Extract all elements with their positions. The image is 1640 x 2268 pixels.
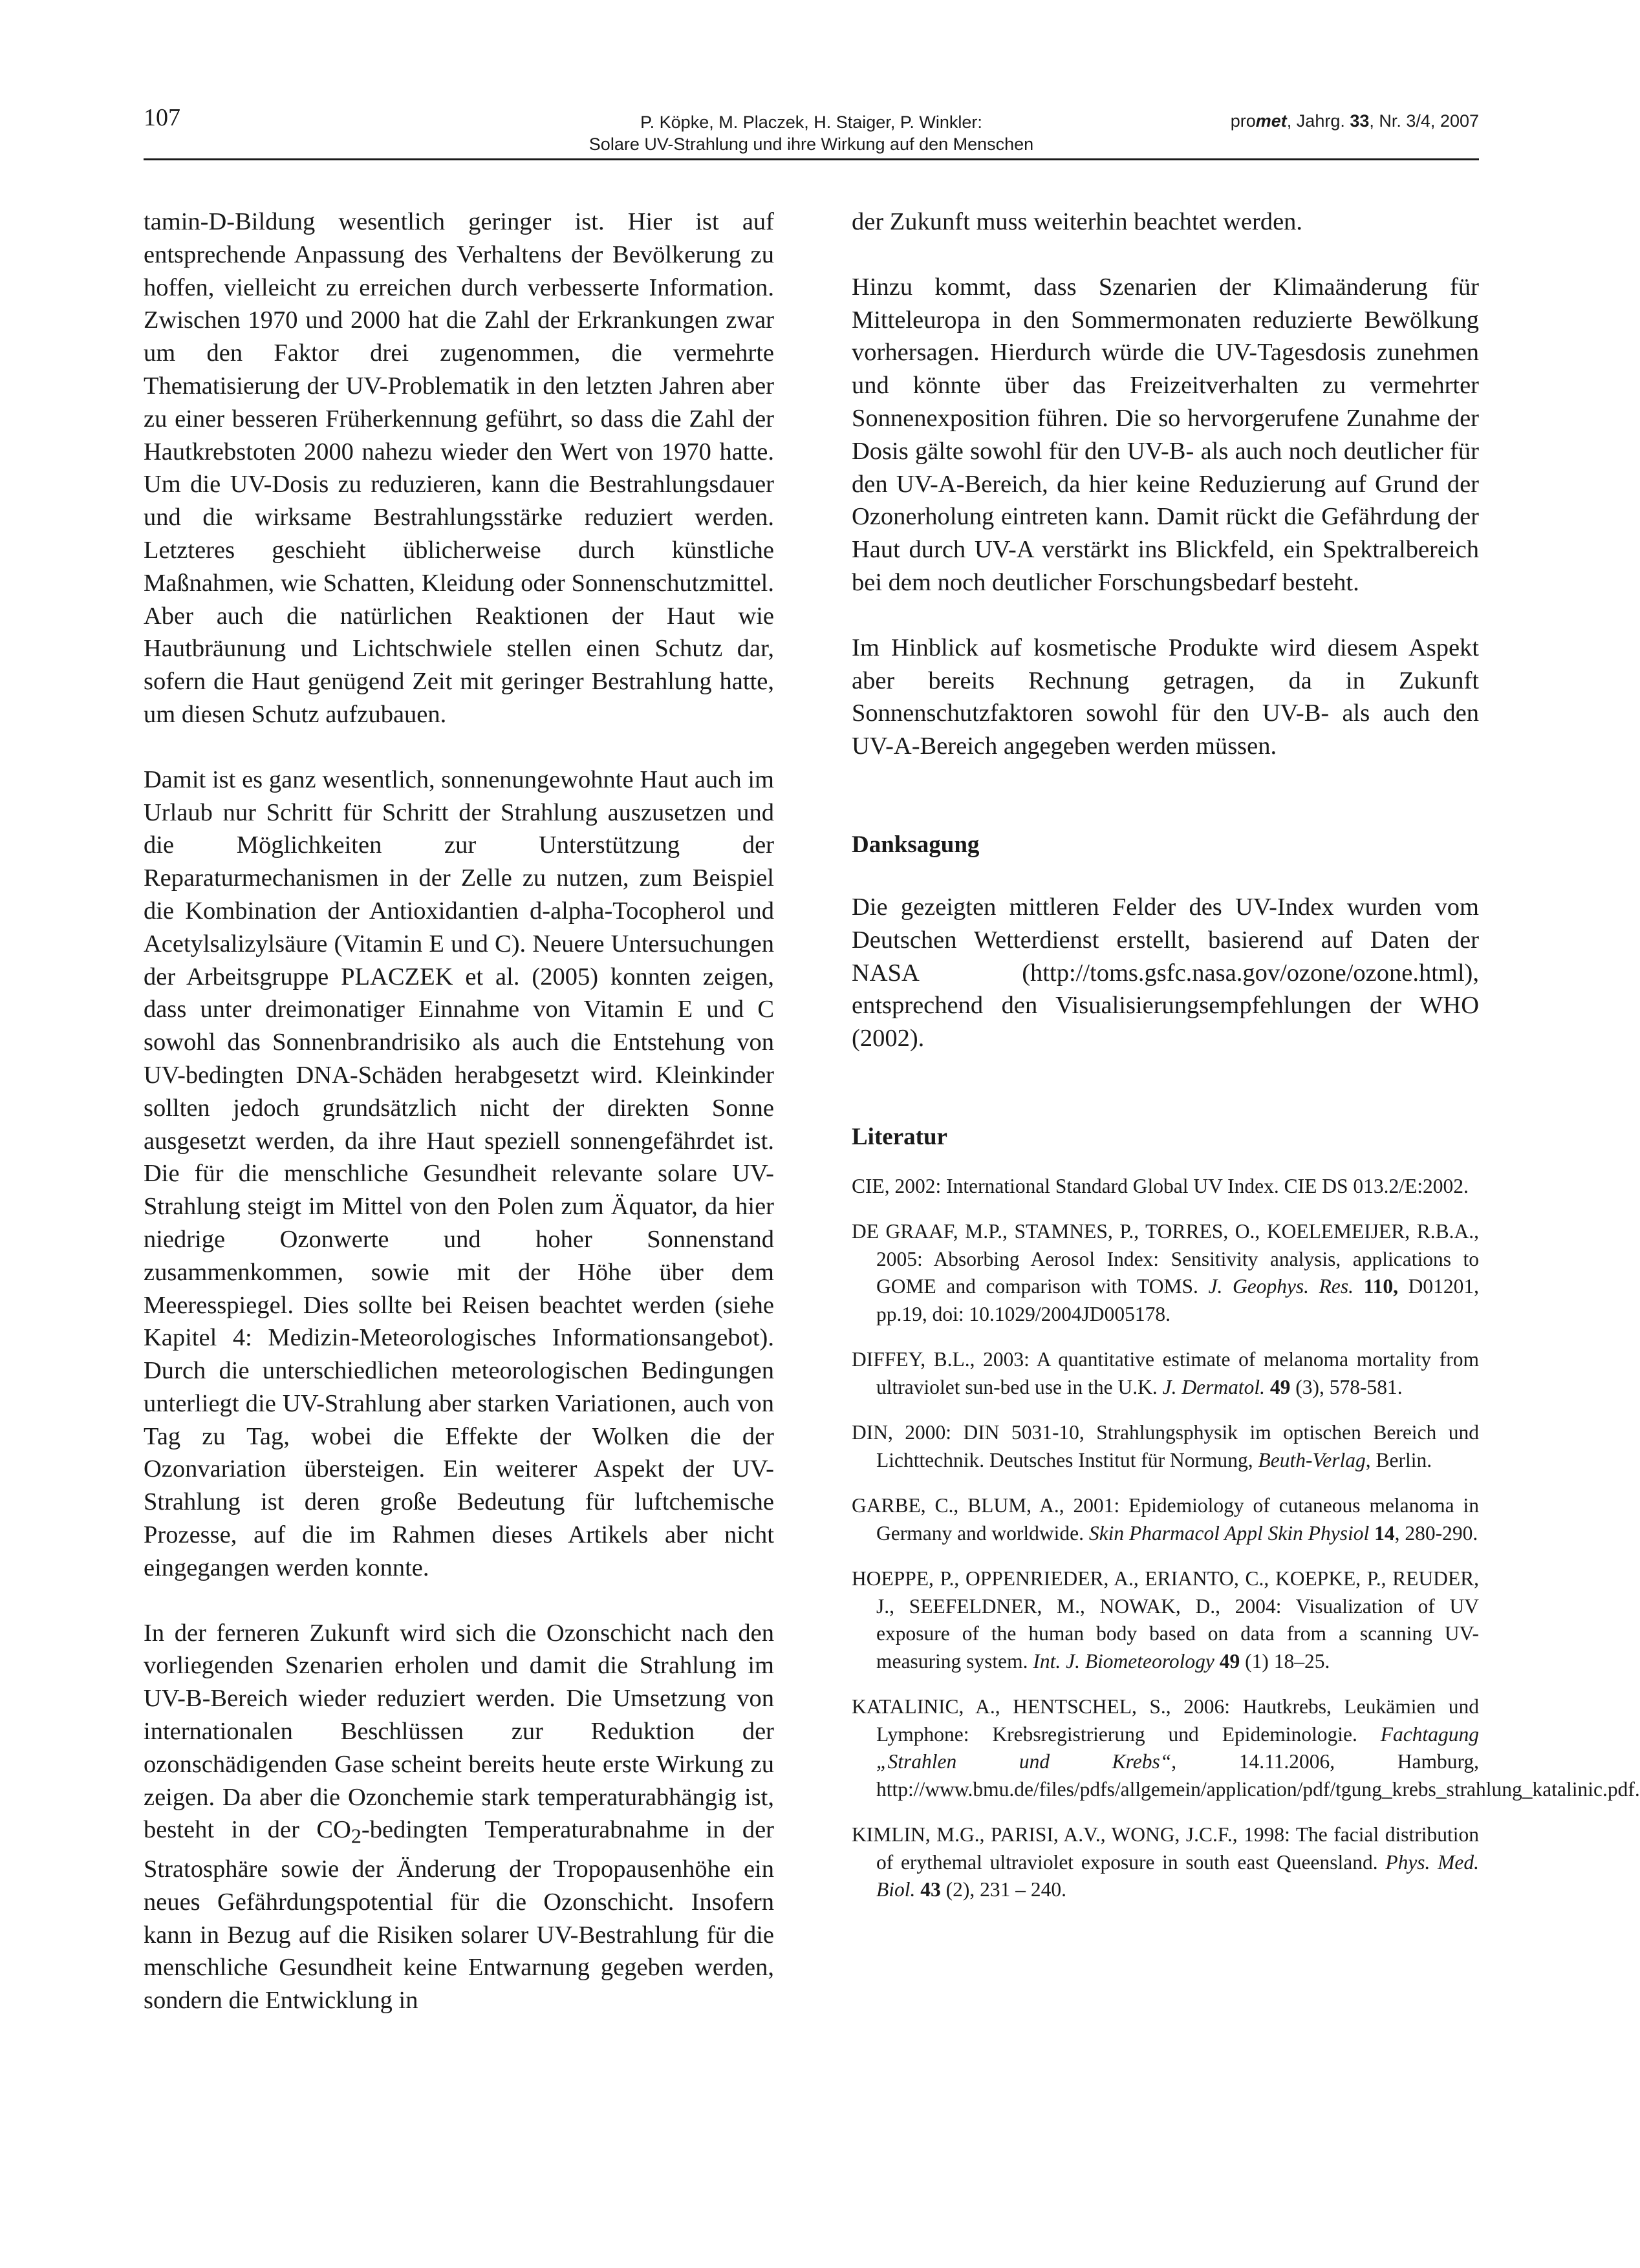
left-column [144, 206, 774, 2017]
right-column [852, 206, 1640, 1922]
body-paragraph: Hinzu kommt, dass Szenarien der Klimaänderung für Mitteleuropa in den Sommermonaten reduzierte Bewölkung vorhersagen. Hierdurch würde die UV-Tagesdosis zunehmen und könnte über das Freizeitverhalten zu vermehrter Sonnenexposition führen. Die so hervorgerufene Zunahme der Dosis gälte sowohl für den UV-B- als auch noch deutlicher für den UV-A-Bereich, da hier keine Reduzierung auf Grund der Ozonerholung eintreten kann. Damit rückt die Gefährdung der Haut durch UV-A verstärkt ins Blickfeld, ein Spektralbereich bei dem noch deutlicher Forschungsbedarf besteht. [852, 273, 1479, 596]
body-paragraph: Im Hinblick auf kosmetische Produkte wird diesem Aspekt aber bereits Rechnung getragen, da in Zukunft Sonnenschutzfaktoren sowohl für den UV-B- als auch den UV-A-Bereich angegeben werden müssen. [852, 634, 1479, 760]
reference-item: HOEPPE, P., OPPENRIEDER, A., ERIANTO, C., KOEPKE, P., REUDER, J., SEEFELDNER, M., NOWAK, D., 2004: Visualization of UV exposure of the human body based on data from a scanning UV-measuring system. Int. J. Biometeorology 49 (1) 18–25. [852, 1567, 1479, 1673]
body-paragraph: Damit ist es ganz wesentlich, sonnenungewohnte Haut auch im Urlaub nur Schritt für Schritt der Strahlung auszusetzen und die Möglichkeiten zur Unterstützung der Reparaturmechanismen in der Zelle zu nutzen, zum Beispiel die Kombination der Antioxidantien d-alpha-Tocopherol und Acetylsalizylsäure (Vitamin E und C). Neuere Untersuchungen der Arbeitsgruppe PLACZEK et al. (2005) konnten zeigen, dass unter dreimonatiger Einnahme von Vitamin E und C sowohl das Sonnenbrandrisiko als auch die Entstehung von UV-bedingten DNA-Schäden herabgesetzt wird. Kleinkinder sollten jedoch grundsätzlich nicht der direkten Sonne ausgesetzt werden, da ihre Haut speziell sonnengefährdet ist. Die für die menschliche Gesundheit relevante solare UV-Strahlung steigt im Mittel von den Polen zum Äquator, da hier niedrige Ozonwerte und hoher Sonnenstand zusammenkommen, sowie mit der Höhe über dem Meeresspiegel. Dies sollte bei Reisen beachtet werden (siehe Kapitel 4: Medizin-Meteorologisches Informationsangebot). Durch die unterschiedlichen meteorologischen Bedingungen unterliegt die UV-Strahlung aber starken Variationen, auch von Tag zu Tag, wobei die Effekte der Wolken die der Ozonvariation übersteigen. Ein weiterer Aspekt der UV-Strahlung ist deren große Bedeutung für luftchemische Prozesse, auf die im Rahmen dieses Artikels aber nicht eingegangen werden konnte. [144, 765, 774, 1581]
reference-list [852, 1173, 1640, 1904]
acknowledgement-text: Die gezeigten mittleren Felder des UV-Index wurden vom Deutschen Wetterdienst erstellt, basierend auf Daten der NASA (http://toms.gsfc.nasa.gov/ozone/ozone.html), entsprechend den Visualisierungsempfehlungen der WHO (2002). [852, 893, 1479, 1053]
journal-issue: , Nr. 3/4, 2007 [1369, 111, 1479, 131]
reference-item: DE GRAAF, M.P., STAMNES, P., TORRES, O., KOELEMEIJER, R.B.A., 2005: Absorbing Aerosol Index: Sensitivity analysis, applications to GOME and comparison with TOMS. J. Geophys. Res. 110, D01201, pp.19, doi: 10.1029/2004JD005178. [852, 1220, 1480, 1325]
reference-item: KIMLIN, M.G., PARISI, A.V., WONG, J.C.F., 1998: The facial distribution of erythemal ultraviolet exposure in south east Queensland. Phys. Med. Biol. 43 (2), 231 – 240. [852, 1823, 1479, 1901]
body-paragraph-co2 [144, 1617, 774, 2017]
reference-item: CIE, 2002: International Standard Global UV Index. CIE DS 013.2/E:2002. [852, 1174, 1469, 1197]
reference-item: KATALINIC, A., HENTSCHEL, S., 2006: Hautkrebs, Leukämien und Lymphone: Krebsregistrierung und Epideminologie. Fachtagung „Strahlen und Krebs“, 14.11.2006, Hamburg, http://www.bmu.de/files/pdfs/allgemein/application/pdf/tgung_krebs_strahlung_katalinic.pdf. [852, 1695, 1640, 1801]
paragraph-part: In der ferneren Zukunft wird sich die Ozonschicht nach den vorliegenden Szenarien erholen und damit die Strahlung im UV-B-Bereich wieder reduziert werden. Die Umsetzung von internationalen Beschlüssen zur Reduktion der ozonschädigenden Gase scheint bereits heute erste Wirkung zu zeigen. Da aber die Ozonchemie stark temperaturabhängig ist, besteht in der CO [144, 1619, 774, 1844]
subscript-2: 2 [351, 1824, 361, 1848]
page-number: 107 [144, 104, 180, 131]
journal-citation [1231, 111, 1479, 131]
reference-item: DIFFEY, B.L., 2003: A quantitative estimate of melanoma mortality from ultraviolet sun-bed use in the U.K. J. Dermatol. 49 (3), 578-581. [852, 1348, 1479, 1398]
journal-jahrg: , Jahrg. [1286, 111, 1350, 131]
literature-heading: Literatur [852, 1123, 947, 1150]
running-title-text: Solare UV-Strahlung und ihre Wirkung auf den Menschen [588, 134, 1034, 154]
body-paragraph: der Zukunft muss weiterhin beachtet werden. [852, 208, 1303, 235]
journal-name-suffix: met [1255, 111, 1287, 131]
body-paragraph: tamin-D-Bildung wesentlich geringer ist. Hier ist auf entsprechende Anpassung des Verhaltens der Bevölkerung zu hoffen, vielleicht zu erreichen durch verbesserte Information. Zwischen 1970 und 2000 hat die Zahl der Erkrankungen zwar um den Faktor drei zugenommen, die vermehrte Thematisierung der UV-Problematik in den letzten Jahren aber zu einer besseren Früherkennung geführt, so dass die Zahl der Hautkrebstoten 2000 nahezu wieder den Wert von 1970 hatte. Um die UV-Dosis zu reduzieren, kann die Bestrahlungsdauer und die wirksame Bestrahlungsstärke reduziert werden. Letzteres geschieht üblicherweise durch künstliche Maßnahmen, wie Schatten, Kleidung oder Sonnenschutzmittel. Aber auch die natürlichen Reaktionen der Haut wie Hautbräunung und Lichtschwiele stellen einen Schutz dar, sofern die Haut genügend Zeit mit geringer Bestrahlung hatte, um diesen Schutz aufzubauen. [144, 208, 774, 728]
journal-name-prefix: pro [1230, 111, 1256, 131]
running-title-authors: P. Köpke, M. Placzek, H. Staiger, P. Winkler: [640, 112, 982, 132]
acknowledgement-heading: Danksagung [852, 831, 980, 858]
reference-item: GARBE, C., BLUM, A., 2001: Epidemiology of cutaneous melanoma in Germany and worldwide. Skin Pharmacol Appl Skin Physiol 14, 280-290. [852, 1494, 1479, 1545]
journal-volume: 33 [1350, 111, 1370, 131]
paragraph-part: -bedingten Temperaturabnahme in der Stratosphäre sowie der Änderung der Tropopausenhöhe ein neues Gefährdungspotential für die Ozonschicht. Insofern kann in Bezug auf die Risiken solarer UV-Bestrahlung für die menschliche Gesundheit keine Entwarnung gegeben werden, sondern die Entwicklung in [144, 1816, 775, 2015]
header-divider [144, 158, 1479, 160]
reference-item: DIN, 2000: DIN 5031-10, Strahlungsphysik im optischen Bereich und Lichttechnik. Deutsches Institut für Normung, Beuth-Verlag, Berlin. [852, 1421, 1479, 1471]
page-header [144, 97, 1479, 158]
